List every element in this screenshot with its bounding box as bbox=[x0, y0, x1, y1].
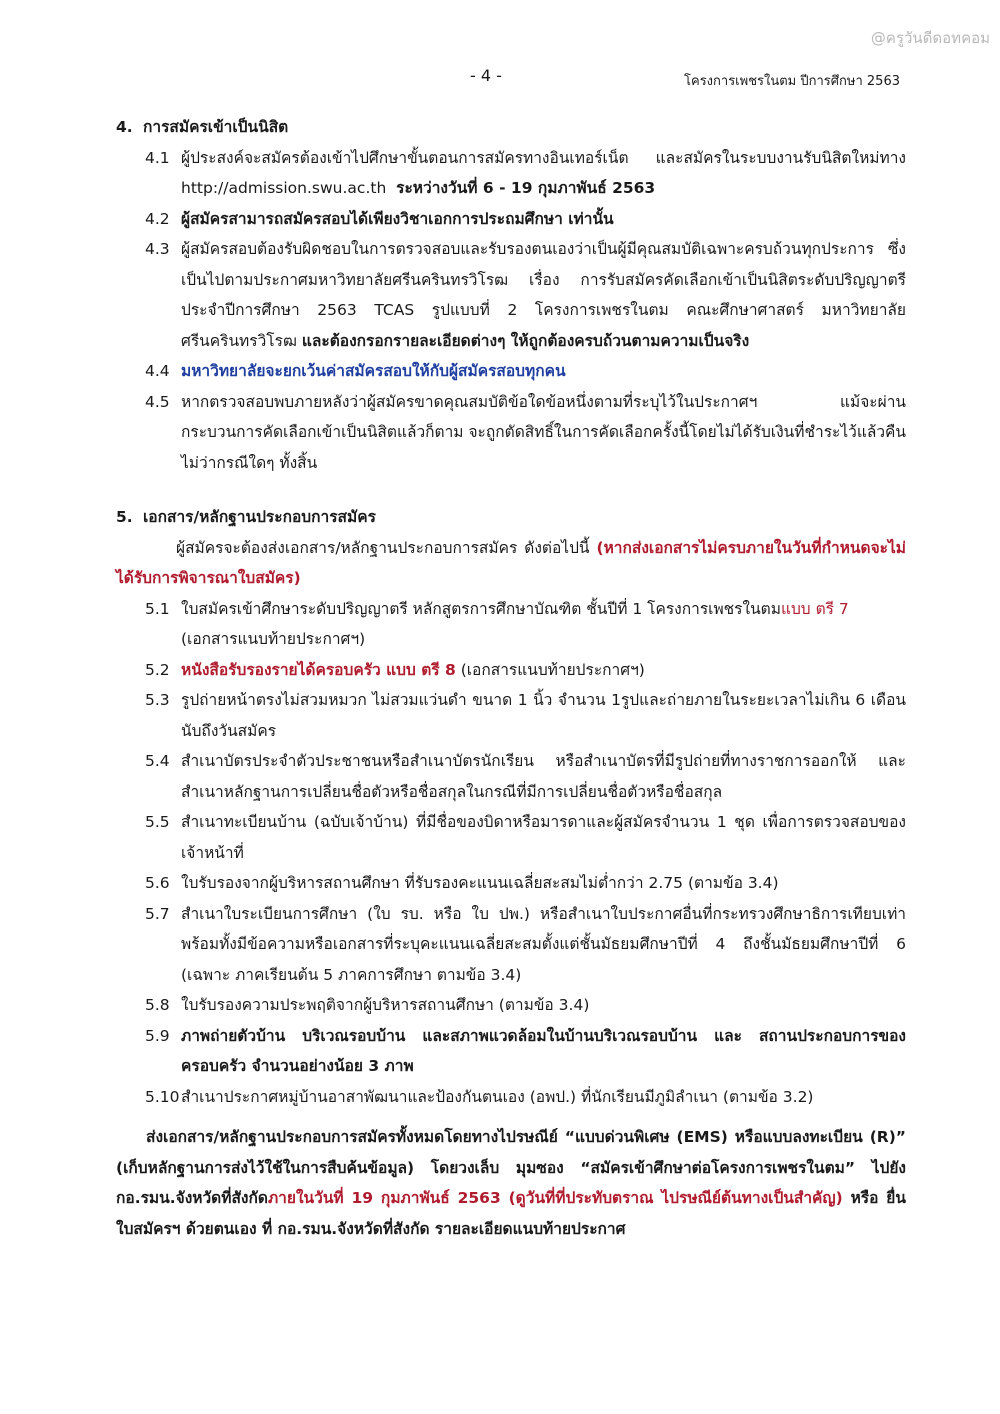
section-4-heading bbox=[116, 112, 906, 143]
item-date: ระหว่างวันที่ 6 - 19 กุมภาพันธ์ 2563 bbox=[396, 179, 656, 197]
item-bold-text: และต้องกรอกรายละเอียดต่างๆ ให้ถูกต้องครบถ้วนตามความเป็นจริง bbox=[301, 331, 750, 350]
section-number: 4. bbox=[116, 118, 133, 136]
intro-warning: (หากส่งเอกสารไม่ครบภายในวันที่กำหนดจะไม่ได้รับการพิจารณาใบสมัคร) bbox=[116, 538, 906, 587]
section-number: 5. bbox=[116, 508, 133, 526]
item-number: 4.2 bbox=[145, 209, 170, 228]
list-item bbox=[116, 1082, 906, 1113]
item-number: 4.5 bbox=[145, 392, 170, 411]
item-text: สำเนาใบระเบียนการศึกษา (ใบ รบ. หรือ ใบ ปพ.) หรือสำเนาใบประกาศอื่นที่กระทรวงศึกษาธิการเทียบเท่า พร้อมทั้งมีข้อความหรือเอกสารที่ระบุคะแนนเฉลี่ยสะสมตั้งแต่ชั้นมัธยมศึกษาปีที่ 4 ถึงชั้นมัธยมศึกษาปีที่ 6 (เฉพาะ ภาคเรียนต้น 5 ภาคการศึกษา ตามข้อ 3.4) bbox=[181, 904, 906, 984]
page-number: - 4 - bbox=[470, 66, 502, 85]
list-item bbox=[116, 594, 906, 655]
list-item bbox=[116, 204, 906, 235]
item-text: สำเนาประกาศหมู่บ้านอาสาพัฒนาและป้องกันตนเอง (อพป.) ที่นักเรียนมีภูมิลำเนา (ตามข้อ 3.2) bbox=[181, 1087, 814, 1106]
list-item bbox=[116, 387, 906, 479]
item-text: (เอกสารแนบท้ายประกาศฯ) bbox=[460, 660, 645, 679]
item-number: 5.5 bbox=[145, 813, 170, 831]
item-number: 4.3 bbox=[145, 240, 170, 258]
document-title: โครงการเพชรในตม ปีการศึกษา 2563 bbox=[684, 74, 900, 89]
item-number: 5.4 bbox=[145, 752, 170, 770]
list-item bbox=[116, 655, 906, 686]
item-text: ใบรับรองความประพฤติจากผู้บริหารสถานศึกษา (ตามข้อ 3.4) bbox=[181, 996, 590, 1014]
list-item bbox=[116, 899, 906, 991]
section-title: การสมัครเข้าเป็นนิสิต bbox=[143, 118, 289, 136]
item-number: 5.8 bbox=[145, 996, 170, 1014]
closing-deadline: ภายในวันที่ 19 กุมภาพันธ์ 2563 (ดูวันที่ที่ประทับตราณ ไปรษณีย์ต้นทางเป็นสำคัญ) bbox=[267, 1189, 843, 1207]
list-item bbox=[116, 990, 906, 1021]
item-number: 5.6 bbox=[145, 874, 170, 892]
list-item bbox=[116, 685, 906, 746]
item-text: ใบรับรองจากผู้บริหารสถานศึกษา ที่รับรองคะแนนเฉลี่ยสะสมไม่ต่ำกว่า 2.75 (ตามข้อ 3.4) bbox=[181, 874, 779, 892]
watermark: @ครูวันดีดอทคอม bbox=[870, 29, 990, 47]
list-item bbox=[116, 868, 906, 899]
item-text: สำเนาบัตรประจำตัวประชาชนหรือสำเนาบัตรนักเรียน หรือสำเนาบัตรที่มีรูปถ่ายที่ทางราชการออกให้ และสำเนาหลักฐานการเปลี่ยนชื่อตัวหรือชื่อสกุลในกรณีที่มีการเปลี่ยนชื่อตัวหรือชื่อสกุล bbox=[181, 752, 906, 801]
item-text: ผู้สมัครสามารถสมัครสอบได้เพียงวิชาเอกการประถมศึกษา เท่านั้น bbox=[181, 209, 614, 228]
item-text: ผู้ประสงค์จะสมัครต้องเข้าไปศึกษาขั้นตอนการสมัครทางอินเทอร์เน็ต และสมัครในระบบงานรับนิสิตใหม่ทาง http://admission.swu.ac.th bbox=[181, 148, 906, 197]
list-item bbox=[116, 356, 906, 387]
item-text: ภาพถ่ายตัวบ้าน บริเวณรอบบ้าน และสภาพแวดล้อมในบ้านบริเวณรอบบ้าน และ สถานประกอบการของครอบครัว จำนวนอย่างน้อย 3 ภาพ bbox=[181, 1026, 906, 1075]
closing-paragraph bbox=[116, 1122, 906, 1244]
closing-text-2: หรือ ยื่นใบสมัครฯ ด้วยตนเอง ที่ กอ.รมน.จังหวัดที่สังกัด รายละเอียดแนบท้ายประกาศ bbox=[116, 1189, 906, 1238]
item-number: 5.9 bbox=[145, 1026, 170, 1045]
item-text: ใบสมัครเข้าศึกษาระดับปริญญาตรี หลักสูตรการศึกษาบัณฑิต ชั้นปีที่ 1 โครงการเพชรในตม bbox=[181, 599, 781, 618]
section-title: เอกสาร/หลักฐานประกอบการสมัคร bbox=[143, 508, 376, 526]
list-item bbox=[116, 807, 906, 868]
item-text: หากตรวจสอบพบภายหลังว่าผู้สมัครขาดคุณสมบัติข้อใดข้อหนึ่งตามที่ระบุไว้ในประกาศฯ แม้จะผ่านกระบวนการคัดเลือกเข้าเป็นนิสิตแล้วก็ตาม จะถูกตัดสิทธิ์ในการคัดเลือกครั้งนี้โดยไม่ได้รับเงินที่ชำระไว้แล้วคืนไม่ว่ากรณีใดๆ ทั้งสิ้น bbox=[181, 392, 906, 472]
item-number: 5.1 bbox=[145, 599, 170, 618]
list-item bbox=[116, 1021, 906, 1082]
list-item bbox=[116, 234, 906, 356]
item-note: (เอกสารแนบท้ายประกาศฯ) bbox=[181, 630, 366, 648]
intro-text: ผู้สมัครจะต้องส่งเอกสาร/หลักฐานประกอบการสมัคร ดังต่อไปนี้ bbox=[176, 538, 590, 557]
list-item bbox=[116, 746, 906, 807]
item-text: ผู้สมัครสอบต้องรับผิดชอบในการตรวจสอบและรับรองตนเองว่าเป็นผู้มีคุณสมบัติเฉพาะครบถ้วนทุกประการ ซึ่งเป็นไปตามประกาศมหาวิทยาลัยศรีนครินทรวิโรฒ เรื่อง การรับสมัครคัดเลือกเข้าเป็นนิสิตระดับปริญญาตรีประจำปีการศึกษา 2563 TCAS รูปแบบที่ 2 โครงการเพชรในตม คณะศึกษาศาสตร์ มหาวิทยาลัยศรีนครินทรวิโรฒ bbox=[181, 240, 906, 350]
item-number: 4.4 bbox=[145, 362, 170, 380]
form-title: หนังสือรับรองรายได้ครอบครัว แบบ ตรี 8 bbox=[181, 660, 456, 679]
item-number: 5.7 bbox=[145, 904, 170, 923]
form-code: แบบ ตรี 7 bbox=[780, 599, 849, 618]
item-text: สำเนาทะเบียนบ้าน (ฉบับเจ้าบ้าน) ที่มีชื่อของบิดาหรือมารดาและผู้สมัครจำนวน 1 ชุด เพื่อการตรวจสอบของเจ้าหน้าที่ bbox=[181, 813, 906, 862]
section-5-heading bbox=[116, 502, 906, 533]
item-number: 5.3 bbox=[145, 691, 170, 709]
document-body bbox=[116, 112, 906, 1244]
item-text: มหาวิทยาลัยจะยกเว้นค่าสมัครสอบให้กับผู้สมัครสอบทุกคน bbox=[181, 362, 566, 380]
list-item bbox=[116, 143, 906, 204]
closing-text: ส่งเอกสาร/หลักฐานประกอบการสมัครทั้งหมดโดยทางไปรษณีย์ “แบบด่วนพิเศษ (EMS) หรือแบบลงทะเบียน (R)” (เก็บหลักฐานการส่งไว้ใช้ในการสืบค้นข้อมูล) โดยวงเล็บ มุมซอง “สมัครเข้าศึกษาต่อโครงการเพชรในตม” ไปยัง กอ.รมน.จังหวัดที่สังกัด bbox=[116, 1128, 906, 1207]
item-text: รูปถ่ายหน้าตรงไม่สวมหมวก ไม่สวมแว่นดำ ขนาด 1 นิ้ว จำนวน 1รูปและถ่ายภายในระยะเวลาไม่เกิน 6 เดือน นับถึงวันสมัคร bbox=[181, 691, 906, 740]
item-number: 5.2 bbox=[145, 660, 170, 679]
item-number: 5.10 bbox=[145, 1087, 180, 1106]
section-5-intro bbox=[116, 533, 906, 594]
item-number: 4.1 bbox=[145, 148, 170, 167]
